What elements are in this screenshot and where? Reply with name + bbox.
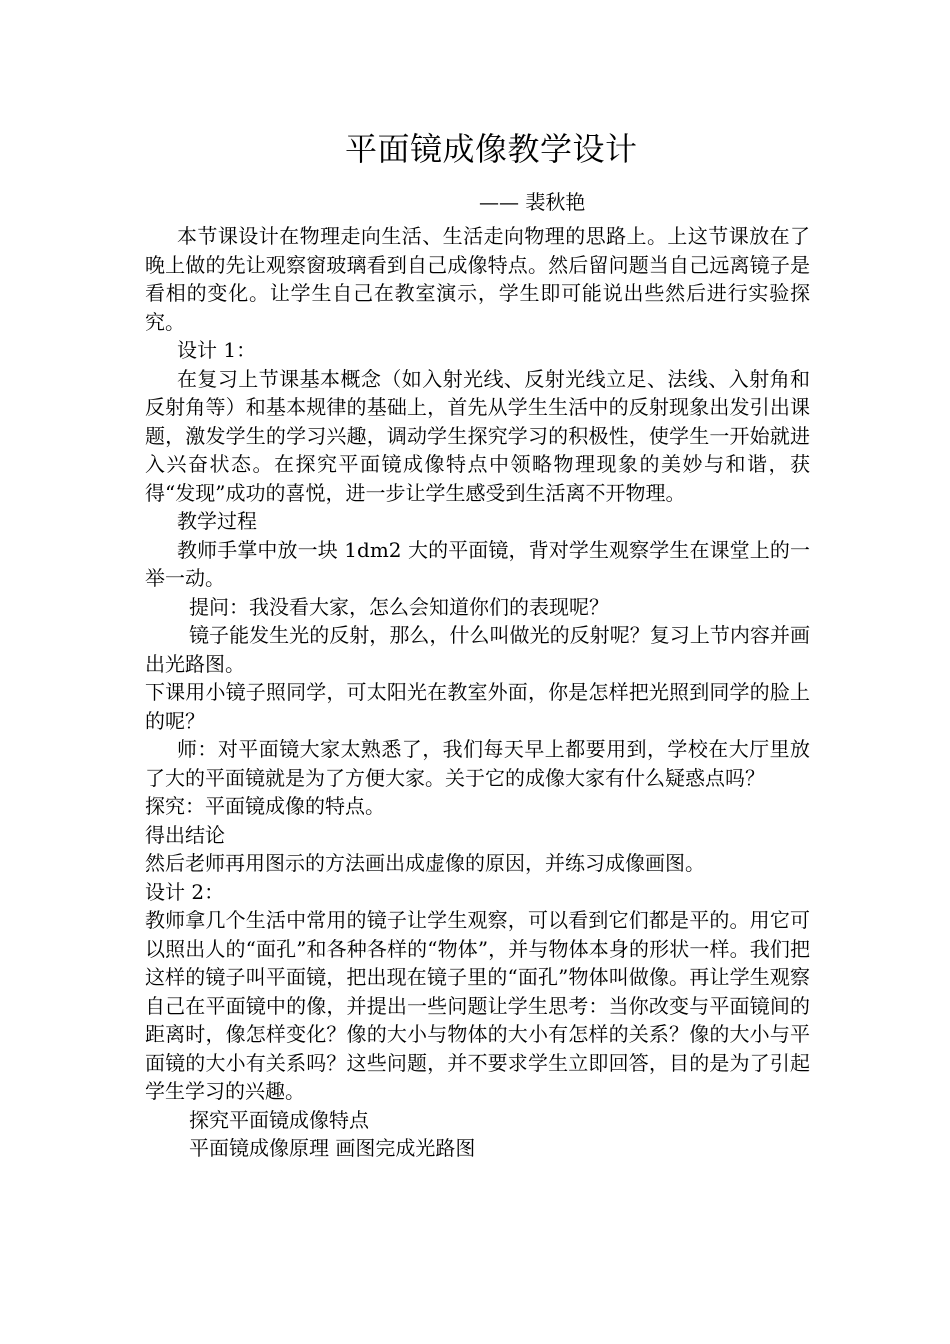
paragraph-imaging-principle: 平面镜成像原理 画图完成光路图 <box>189 1136 476 1160</box>
document-body <box>145 222 810 1163</box>
heading-design-2: 设计 2： <box>145 879 225 904</box>
paragraph-explore-features: 探究平面镜成像特点 <box>189 1107 369 1132</box>
document-author: —— 裴秋艳 <box>479 190 586 214</box>
heading-design-1: 设计 1： <box>177 338 257 362</box>
heading-teaching-process: 教学过程 <box>177 509 257 533</box>
paragraph-conclusion: 得出结论 <box>145 822 225 847</box>
paragraph-design-2: 教师拿几个生活中常用的镜子让学生观察，可以看到它们都是平的。用它可以照出人的“面孔”和各种各样的“物体”，并与物体本身的形状一样。我们把这样的镜子叫平面镜，把出现在镜子里的“面孔”物体叫做像。再让学生观察自己在平面镜中的像，并提出一些问题让学生思考：当你改变与平面镜间的距离时，像怎样变化？像的大小与物体的大小有怎样的关系？像的大小与平面镜的大小有关系吗？这些问题，并不要求学生立即回答，目的是为了引起学生学习的兴趣。 <box>145 908 810 1103</box>
paragraph-sunlight: 下课用小镜子照同学，可太阳光在教室外面，你是怎样把光照到同学的脸上的呢？ <box>145 680 810 733</box>
document-title: 平面镜成像教学设计 <box>345 130 638 168</box>
paragraph-virtual-image: 然后老师再用图示的方法画出成虚像的原因，并练习成像画图。 <box>145 851 705 875</box>
paragraph-question: 提问：我没看大家，怎么会知道你们的表现呢？ <box>189 594 609 619</box>
paragraph-design-1: 在复习上节课基本概念（如入射光线、反射光线立足、法线、入射角和反射角等）和基本规律的基础上，首先从学生生活中的反射现象出发引出课题，激发学生的学习兴趣，调动学生探究学习的积极性，使学生一开始就进入兴奋状态。在探究平面镜成像特点中领略物理现象的美妙与和谐，获得“发现”成功的喜悦，进一步让学生感受到生活离不开物理。 <box>145 366 810 505</box>
paragraph-teacher-speech: 师：对平面镜大家太熟悉了，我们每天早上都要用到，学校在大厅里放了大的平面镜就是为了方便大家。关于它的成像大家有什么疑惑点吗？ <box>145 737 810 790</box>
paragraph-explore: 探究：平面镜成像的特点。 <box>145 794 385 818</box>
paragraph-intro: 本节课设计在物理走向生活、生活走向物理的思路上。上这节课放在了晚上做的先让观察窗玻璃看到自己成像特点。然后留问题当自己远离镜子是看相的变化。让学生自己在教室演示，学生即可能说出些然后进行实验探究。 <box>145 224 810 334</box>
paragraph-reflection: 镜子能发生光的反射，那么，什么叫做光的反射呢？复习上节内容并画出光路图。 <box>145 623 810 676</box>
paragraph-teacher-mirror: 教师手掌中放一块 1dm2 大的平面镜，背对学生观察学生在课堂上的一举一动。 <box>145 537 810 590</box>
